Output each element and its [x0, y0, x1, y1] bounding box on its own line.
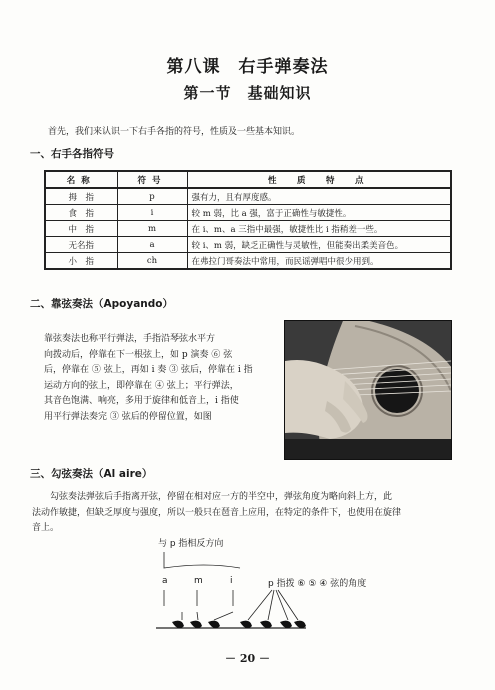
paragraph-line: 后，停靠在 ⑤ 弦上，再如 i 奏 ③ 弦后，停靠在 i 指	[44, 365, 253, 375]
finger-name: 小 指	[45, 253, 117, 270]
finger-description: 强有力，且有厚度感。	[187, 188, 451, 205]
table-header: 符号	[117, 171, 187, 188]
finger-label-i: i	[230, 576, 233, 586]
opposite-direction-label: 与 p 指相反方向	[158, 539, 224, 549]
finger-description: 在弗拉门哥奏法中常用，而民谣弹唱中很少用到。	[187, 253, 451, 270]
finger-symbol: p	[117, 188, 187, 205]
guitar-hand-illustration	[285, 321, 451, 459]
table-header-row	[45, 171, 451, 188]
finger-name: 无名指	[45, 237, 117, 253]
paragraph-line: 音上。	[32, 523, 60, 533]
al-aire-paragraph	[32, 490, 464, 537]
finger-symbol: a	[117, 237, 187, 253]
finger-description: 较 i、m 弱，缺乏正确性与灵敏性，但能奏出柔美音色。	[187, 237, 451, 253]
table-row	[45, 221, 451, 237]
table-row	[45, 237, 451, 253]
finger-label-a: a	[162, 576, 168, 586]
section1-heading: 一、右手各指符号	[30, 148, 114, 160]
finger-name: 食 指	[45, 205, 117, 221]
al-aire-diagram	[150, 536, 370, 636]
intro-text: 首先，我们来认识一下右手各指的符号，性质及一些基本知识。	[48, 127, 301, 137]
finger-symbol: m	[117, 221, 187, 237]
paragraph-line: 法动作敏捷，但缺乏厚度与强度，所以一般只在琶音上应用，在特定的条件下，也使用在旋律	[32, 507, 402, 518]
paragraph-line: 勾弦奏法弹弦后手指离开弦，停留在相对应一方的半空中，弹弦角度为略向斜上方，此	[50, 492, 393, 502]
table-header: 名称	[45, 171, 117, 188]
finger-label-m: m	[194, 576, 203, 586]
section-title: 第一节 基础知识	[183, 84, 312, 102]
paragraph-line: 向拨动后，停靠在下一根弦上，如 p 演奏 ⑥ 弦	[44, 349, 233, 360]
table-row	[45, 205, 451, 221]
table-row	[45, 253, 451, 270]
table-header: 性 质 特 点	[187, 171, 451, 188]
p-angle-label: p 指拨 ⑥ ⑤ ④ 弦的角度	[268, 579, 367, 589]
paragraph-line: 靠弦奏法也称平行弹法，手指沿琴弦水平方	[44, 334, 216, 344]
paragraph-line: 用平行弹法奏完 ③ 弦后的停留位置，如图	[44, 411, 212, 422]
table-row	[45, 188, 451, 205]
finger-name: 中 指	[45, 221, 117, 237]
lesson-title: 第八课 右手弹奏法	[166, 57, 329, 77]
finger-name: 拇 指	[45, 188, 117, 205]
paragraph-line: 其音色饱满、响亮，多用于旋律和低音上，i 指使	[44, 396, 239, 406]
finger-description: 在 i、m、a 三指中最强，敏捷性比 i 指稍差一些。	[187, 221, 451, 237]
finger-angle-lines	[150, 550, 370, 636]
finger-symbol: ch	[117, 253, 187, 270]
page-number: － 20 －	[225, 652, 270, 665]
finger-symbol: i	[117, 205, 187, 221]
guitar-hand-photo	[284, 320, 452, 460]
finger-symbol-table	[44, 170, 452, 270]
finger-description: 较 m 弱，比 a 强，富于正确性与敏捷性。	[187, 205, 451, 221]
apoyando-paragraph	[44, 332, 270, 425]
paragraph-line: 运动方向的弦上，即停靠在 ④ 弦上；平行弹法，	[44, 380, 239, 391]
section3-heading: 三、勾弦奏法（Al aire）	[30, 468, 153, 480]
section2-heading: 二、靠弦奏法（Apoyando）	[30, 298, 173, 310]
